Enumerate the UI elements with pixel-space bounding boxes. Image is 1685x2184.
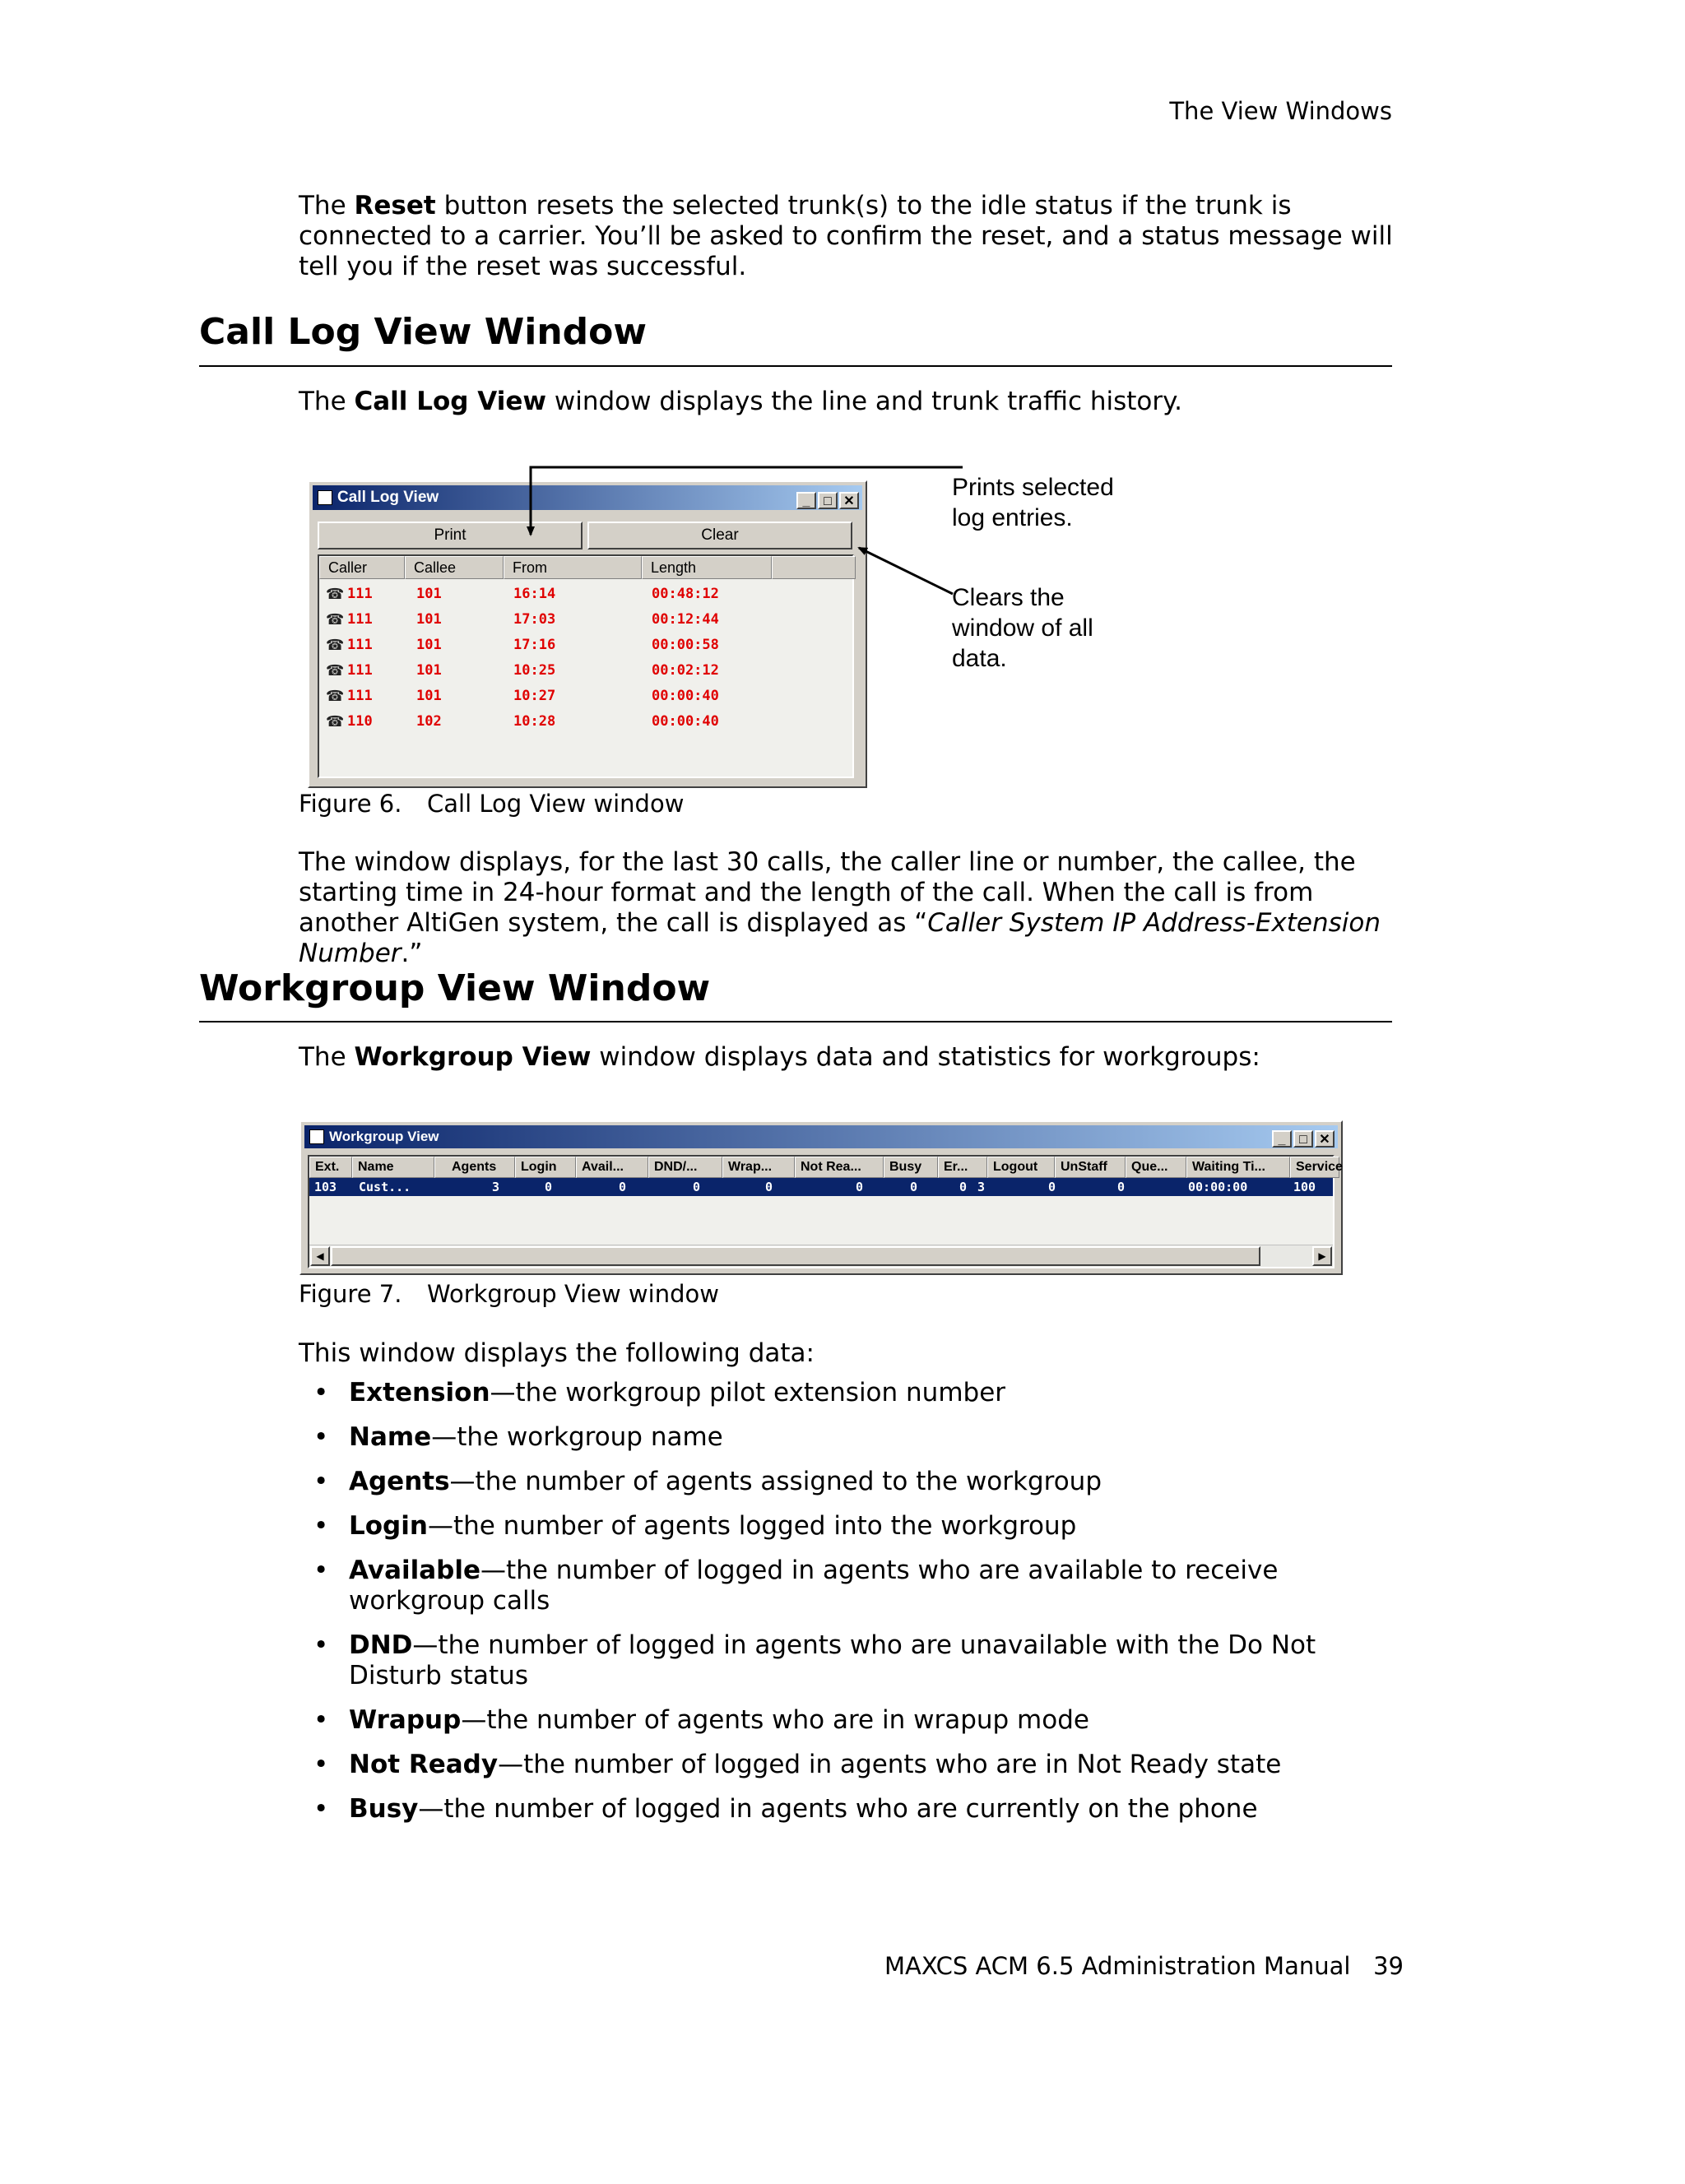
print-callout-text <box>952 472 1114 533</box>
maximize-icon[interactable]: □ <box>1293 1130 1313 1148</box>
cell-unstaff: 0 <box>1048 1180 1056 1194</box>
figure-number: Figure 7. <box>299 1280 402 1308</box>
workgroup-row-selected[interactable] <box>309 1178 1333 1196</box>
workgroup-intro <box>299 1042 1401 1073</box>
cell-error: 0 <box>959 1180 968 1194</box>
text: —the number of logged in agents who are currently on the phone <box>418 1794 1258 1824</box>
field-definition-list <box>313 1378 1400 1839</box>
text: window displays the line and trunk traffic history. <box>546 387 1182 416</box>
cell-service: 100 <box>1293 1180 1316 1194</box>
bold-term: Busy <box>349 1794 419 1824</box>
bold-term: Workgroup View <box>354 1042 592 1072</box>
figure-title: Call Log View window <box>427 790 685 818</box>
column-header-dnd[interactable]: DND/... <box>648 1157 722 1178</box>
cell-length: 00:00:40 <box>652 713 719 730</box>
figure-caption <box>299 790 684 818</box>
cell-logout: 3 <box>977 1180 986 1194</box>
list-item <box>313 1794 1400 1825</box>
list-item <box>313 1378 1400 1408</box>
cell-callee: 101 <box>416 688 442 704</box>
text: —the number of agents assigned to the workgroup <box>449 1467 1102 1496</box>
phone-icon: ☎ <box>326 586 345 603</box>
section-heading-workgroup: Workgroup View Window <box>199 967 711 1009</box>
cell-caller: 111 <box>347 662 373 679</box>
cell-callee: 102 <box>416 713 442 730</box>
clear-callout-line <box>859 548 953 594</box>
figure-number: Figure 6. <box>299 790 402 818</box>
column-header-logout[interactable]: Logout <box>987 1157 1055 1178</box>
cell-length: 00:00:58 <box>652 637 719 653</box>
page-number: 39 <box>1373 1952 1404 1980</box>
text: button resets the selected trunk(s) to the idle status if the trunk is connected to a carrier. You’ll be asked to confirm the reset, and a status message will tell you if the reset was successful. <box>299 191 1393 281</box>
text: The <box>299 387 355 416</box>
bold-term: Reset <box>354 191 436 220</box>
cell-caller: 111 <box>347 637 373 653</box>
column-header-waiting-time[interactable]: Waiting Ti... <box>1186 1157 1290 1178</box>
text: —the number of agents who are in wrapup mode <box>461 1705 1089 1735</box>
cell-length: 00:48:12 <box>652 586 719 602</box>
text: —the number of agents logged into the workgroup <box>427 1511 1077 1541</box>
text: —the number of logged in agents who are available to receive workgroup calls <box>349 1556 1279 1616</box>
clear-callout-text <box>952 582 1093 674</box>
list-intro: This window displays the following data: <box>299 1338 815 1368</box>
column-header-ext[interactable]: Ext. <box>309 1157 352 1178</box>
text: The <box>299 1042 355 1072</box>
call-log-description <box>299 847 1401 969</box>
cell-from: 10:27 <box>513 688 556 704</box>
text: —the number of logged in agents who are unavailable with the Do Not Disturb status <box>349 1630 1316 1690</box>
cell-name: Cust... <box>359 1180 411 1194</box>
phone-icon: ☎ <box>326 713 345 730</box>
column-header-callee[interactable]: Callee <box>405 556 504 579</box>
bold-term: Available <box>349 1556 481 1585</box>
column-header-from[interactable]: From <box>504 556 642 579</box>
print-button[interactable]: Print <box>318 522 583 549</box>
minimize-icon[interactable]: _ <box>796 492 816 509</box>
column-header-caller[interactable]: Caller <box>319 556 405 579</box>
cell-not-ready: 0 <box>856 1180 864 1194</box>
cell-from: 16:14 <box>513 586 556 602</box>
list-item <box>313 1467 1400 1497</box>
column-header-length[interactable]: Length <box>642 556 772 579</box>
cell-waiting-time: 00:00:00 <box>1188 1180 1248 1194</box>
callout-line: log entries. <box>952 504 1073 531</box>
window-title: Workgroup View <box>329 1129 439 1144</box>
window-titlebar <box>304 1125 1338 1148</box>
maximize-icon[interactable]: □ <box>818 492 838 509</box>
cell-login: 0 <box>545 1180 553 1194</box>
cell-length: 00:02:12 <box>652 662 719 679</box>
cell-callee: 101 <box>416 611 442 628</box>
list-item <box>313 1705 1400 1736</box>
workgroup-list[interactable] <box>308 1155 1343 1268</box>
bold-term: Not Ready <box>349 1750 499 1779</box>
cell-from: 10:28 <box>513 713 556 730</box>
cell-agents: 3 <box>492 1180 500 1194</box>
list-item <box>313 1556 1400 1616</box>
column-header-not-ready[interactable]: Not Rea... <box>795 1157 884 1178</box>
running-header: The View Windows <box>1169 97 1392 125</box>
cell-callee: 101 <box>416 586 442 602</box>
clear-button[interactable]: Clear <box>587 522 852 549</box>
cell-caller: 111 <box>347 611 373 628</box>
cell-length: 00:00:40 <box>652 688 719 704</box>
text: .” <box>401 939 423 968</box>
bold-term: Agents <box>349 1467 450 1496</box>
cell-from: 17:16 <box>513 637 556 653</box>
cell-ext: 103 <box>314 1180 337 1194</box>
callout-line: data. <box>952 645 1007 672</box>
text: —the number of logged in agents who are in Not Ready state <box>498 1750 1282 1779</box>
callout-line: window of all <box>952 614 1093 642</box>
list-item <box>313 1422 1400 1453</box>
cell-from: 10:25 <box>513 662 556 679</box>
app-icon <box>309 1129 324 1144</box>
phone-icon: ☎ <box>326 637 345 654</box>
column-header-service[interactable]: Service <box>1290 1157 1339 1178</box>
column-header-error[interactable]: Er... <box>938 1157 987 1178</box>
section-rule <box>199 1021 1392 1022</box>
column-header-login[interactable]: Login <box>515 1157 576 1178</box>
column-header-name[interactable]: Name <box>352 1157 434 1178</box>
column-header-available[interactable]: Avail... <box>576 1157 648 1178</box>
page-footer <box>872 1952 1404 1980</box>
bold-term: Login <box>349 1511 428 1541</box>
cell-callee: 101 <box>416 637 442 653</box>
text: —the workgroup name <box>431 1422 723 1452</box>
scroll-thumb[interactable] <box>331 1246 1260 1266</box>
list-item <box>313 1511 1400 1542</box>
scroll-right-icon[interactable]: ▶ <box>1312 1246 1332 1266</box>
window-title: Call Log View <box>337 489 439 506</box>
cell-caller: 111 <box>347 688 373 704</box>
cell-busy: 0 <box>910 1180 918 1194</box>
cell-callee: 101 <box>416 662 442 679</box>
scroll-left-icon[interactable]: ◀ <box>310 1246 330 1266</box>
text: window displays data and statistics for workgroups: <box>591 1042 1260 1072</box>
callout-line: Clears the <box>952 584 1065 611</box>
close-icon[interactable]: ✕ <box>1315 1130 1335 1148</box>
text: —the workgroup pilot extension number <box>490 1378 1006 1407</box>
bold-term: Call Log View <box>354 387 546 416</box>
column-header-unstaff[interactable]: UnStaff <box>1055 1157 1126 1178</box>
cell-available: 0 <box>619 1180 627 1194</box>
column-header-busy[interactable]: Busy <box>884 1157 938 1178</box>
callout-line: Prints selected <box>952 474 1114 501</box>
column-header-agents[interactable]: Agents <box>434 1157 515 1178</box>
cell-queue: 0 <box>1117 1180 1126 1194</box>
column-header-queue[interactable]: Que... <box>1126 1157 1186 1178</box>
minimize-icon[interactable]: _ <box>1272 1130 1292 1148</box>
print-callout-line <box>531 467 963 535</box>
horizontal-scrollbar[interactable] <box>309 1245 1333 1267</box>
bold-term: Wrapup <box>349 1705 462 1735</box>
cell-length: 00:12:44 <box>652 611 719 628</box>
cell-caller: 111 <box>347 586 373 602</box>
cell-from: 17:03 <box>513 611 556 628</box>
phone-icon: ☎ <box>326 688 345 705</box>
list-item <box>313 1630 1400 1691</box>
workgroup-window <box>299 1120 1343 1275</box>
cell-wrapup: 0 <box>765 1180 773 1194</box>
column-header-wrapup[interactable]: Wrap... <box>722 1157 795 1178</box>
bold-term: Name <box>349 1422 432 1452</box>
figure-title: Workgroup View window <box>427 1280 719 1308</box>
figure-caption <box>299 1280 719 1308</box>
text: The <box>299 191 355 220</box>
close-icon[interactable]: ✕ <box>839 492 859 509</box>
cell-dnd: 0 <box>693 1180 701 1194</box>
cell-caller: 110 <box>347 713 373 730</box>
bold-term: Extension <box>349 1378 490 1407</box>
manual-title: MAXCS ACM 6.5 Administration Manual <box>884 1952 1351 1980</box>
section-heading-call-log: Call Log View Window <box>199 311 648 353</box>
phone-icon: ☎ <box>326 662 345 679</box>
list-item <box>313 1750 1400 1780</box>
text: The window displays, for the last 30 calls, the caller line or number, the callee, the starting time in 24-hour format and the length of the call. When the call is from another AltiGen system, the call is displayed as “ <box>299 847 1356 938</box>
phone-icon: ☎ <box>326 611 345 628</box>
bold-term: DND <box>349 1630 413 1660</box>
italic-term: Caller System IP Address-Extension Number <box>299 908 1381 968</box>
